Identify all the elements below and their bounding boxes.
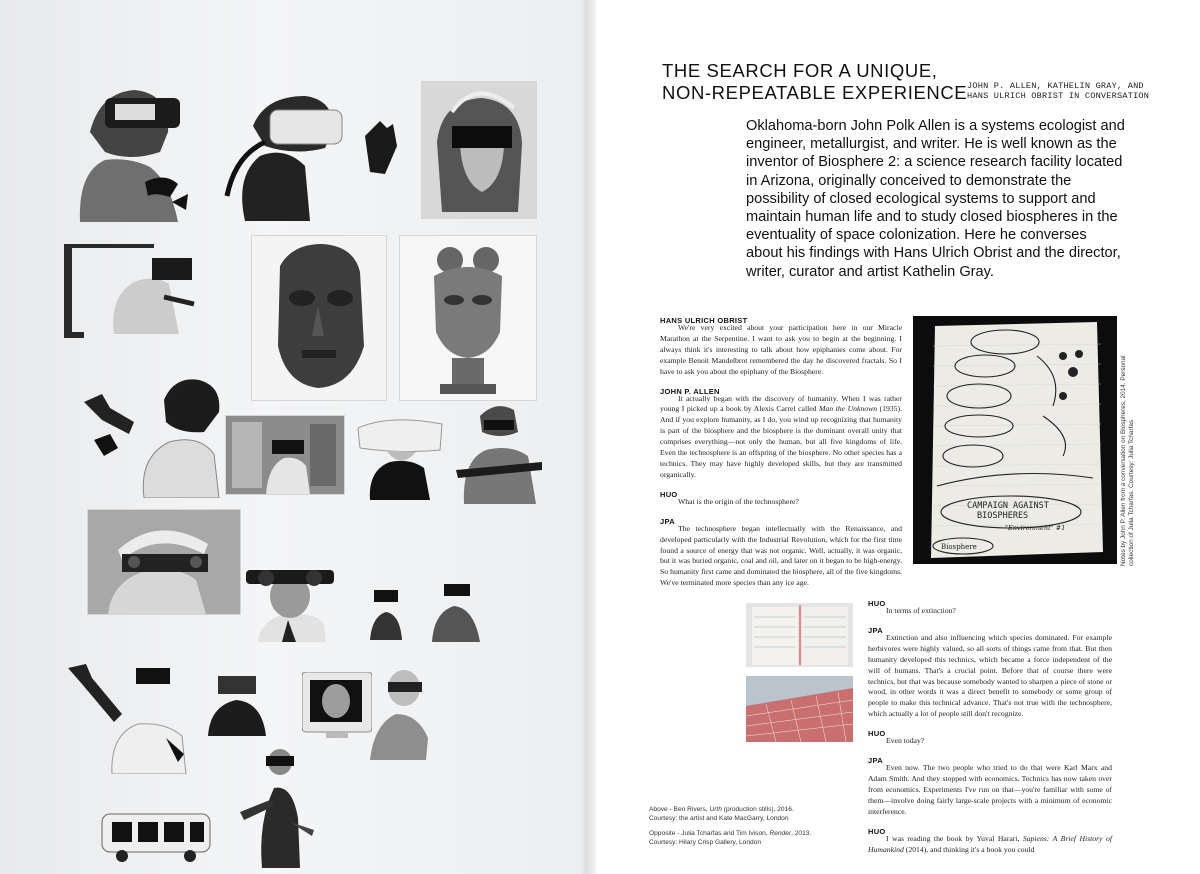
intro-paragraph: Oklahoma-born John Polk Allen is a systems ecologist and engineer, metallurgist, and writer. He is well known as the inventor of Biosphere 2: a science research facility located in Arizona, originally conceived to demonstrate the possibility of closed ecological systems to support and maintain human life and to study closed biospheres in the eventuality of space colonization. Here he converses about his findings with Hans Ulrich Obrist and the director, writer, curator and artist Kathelin Gray. xyxy=(746,118,1125,280)
caption-opposite-line-2: Courtesy: Hilary Crisp Gallery, London xyxy=(649,838,762,846)
book-title: Man the Unknown xyxy=(819,404,878,414)
photo-woman-headset-closeup xyxy=(204,666,270,736)
photo-woman-vr-headset-gloves xyxy=(60,72,190,222)
paragraph-text: Even now. The two people who tried to do that were Karl Marx and Adam Smith. And they stopped with economics. Technics has now taken over from economics. Experiments I've run on that—you're familiar with some of them—involve doing fairly large-scale projects with a minimum of economic interference. xyxy=(868,763,1112,816)
speaker-label: JPA xyxy=(660,516,675,526)
sketch-caption xyxy=(1120,330,1135,566)
caption-opposite-line-1 xyxy=(649,830,811,839)
photo-man-white-headset-reaching xyxy=(205,86,410,221)
speaker-label: JPA xyxy=(868,625,883,635)
photo-seated-figure-headset xyxy=(430,576,482,642)
photo-carved-mask-head xyxy=(252,236,386,400)
photo-soldier-with-rifle xyxy=(456,400,542,504)
interview-paragraph xyxy=(660,388,902,481)
caption-opposite xyxy=(649,830,811,847)
paragraph-text: Extinction and also influencing which species dominated. For example herbivores were highly valued, so all sorts of things came from that. But then humanity developed this technics, which became a force independent of the will of humans. That's a crucial point. Before that of course there were technics, but that was because somebody wanted to sharpen a piece of stone or wood, in other words it was a direct benefit to somebody or some group of people to make this technical advance. That's not true with the technosphere, which actually a lot of people still don't recognize. xyxy=(868,632,1112,719)
interview-paragraph xyxy=(868,600,1112,617)
speaker-label: JPA xyxy=(868,756,883,766)
photo-lab-headset-machine xyxy=(226,416,344,494)
caption-work-title: Render xyxy=(769,830,792,837)
book-title: Sapiens: A Brief History of Humankind xyxy=(868,833,1112,854)
caption-text: (production stills), 2016. xyxy=(721,806,794,813)
photo-figure-holding-monitor xyxy=(366,668,432,760)
byline-line-1: JOHN P. ALLEN, KATHELIN GRAY, AND xyxy=(967,81,1144,91)
interview-paragraph xyxy=(660,317,902,378)
left-page-collage xyxy=(0,0,588,874)
sketch-caption-line-2: collection of Julia Tcharfas. Courtesy: Julia Tcharfas xyxy=(1128,419,1135,566)
photo-man-binocular-headset xyxy=(236,554,342,642)
interview-paragraph xyxy=(868,757,1112,818)
paragraph-text: We're very excited about your participation here in our Miracle Marathon at the Serpentine. I want to ask you to begin at the beginning. I always think it's interesting to talk about how epiphanies come about. For example Benoit Mandelbrot remembered the day he discovered fractals. So I have to ask you about the epiphany of the Biosphere. xyxy=(660,323,902,376)
photo-white-vehicle xyxy=(98,800,214,864)
interview-column-2 xyxy=(868,600,1112,865)
speaker-label: HUO xyxy=(868,729,886,739)
paragraph-text: In terms of extinction? xyxy=(886,606,956,615)
interview-paragraph xyxy=(660,491,902,508)
photo-ceramic-head-sculpture xyxy=(400,236,536,400)
interview-paragraph xyxy=(868,828,1112,856)
photo-woman-white-visor xyxy=(350,410,450,500)
caption-above xyxy=(649,806,794,823)
photo-man-waving-headset xyxy=(62,654,202,774)
speaker-label: JOHN P. ALLEN xyxy=(660,386,720,396)
article-title-line-2: NON-REPEATABLE EXPERIENCE xyxy=(662,82,968,103)
photo-woman-dancing-headset xyxy=(240,748,314,868)
byline-line-2: HANS ULRICH OBRIST IN CONVERSATION xyxy=(967,91,1150,101)
sketch-caption-line-1: Notes by John P. Allen from a conversation on Biospheres, 2014. Personal xyxy=(1120,355,1127,566)
speaker-label: HANS ULRICH OBRIST xyxy=(660,316,748,325)
paragraph-text: Even today? xyxy=(886,736,925,746)
right-page-article xyxy=(596,0,1200,874)
photo-head-mounted-display-1960s xyxy=(88,510,240,614)
photo-woman-boom-arm-headset xyxy=(64,242,206,338)
caption-text: , 2013. xyxy=(791,830,812,837)
caption-above-line-1 xyxy=(649,806,794,815)
photo-notebook-pages xyxy=(746,603,853,667)
photo-small-figure-headset xyxy=(366,582,406,640)
photo-woman-wire-headset xyxy=(422,82,536,218)
sketch-word-campaign-2: BIOSPHERES xyxy=(977,511,1029,521)
paragraph-text: What is the origin of the technosphere? xyxy=(678,496,799,506)
paragraph-text: I was reading the book by Yuval Harari, xyxy=(886,833,1023,843)
sketch-word-environment: "Environment" #1 xyxy=(1005,524,1066,532)
paragraph-text: The technosphere began intellectually with the Renaissance, and developed particularly with the Industrial Revolution, which for the first time found a source of energy that was not organic. Well, actually, it was organic, but it was buried organic, coal and oil, and later on it began to be high-energy. So humanity first came and dominated the biosphere, all of the five kingdoms. We've terminated more species than any ice age. xyxy=(660,523,902,588)
paragraph-text: It actually began with the discovery of humanity. When I was rather young I picked up a book by Alexis Carrel called xyxy=(660,393,902,414)
caption-text: Above - Ben Rivers, xyxy=(649,806,710,813)
photo-handwritten-notes xyxy=(913,316,1117,564)
interview-paragraph xyxy=(868,627,1112,720)
photo-crt-monitor-face xyxy=(302,672,372,738)
speaker-label: HUO xyxy=(868,599,886,608)
caption-work-title: Urth xyxy=(709,806,722,813)
speaker-label: HUO xyxy=(660,489,678,499)
caption-above-line-2: Courtesy: the artist and Kate MacGarry, London xyxy=(649,814,789,822)
article-title-line-1: THE SEARCH FOR A UNIQUE, xyxy=(662,60,938,81)
speaker-label: HUO xyxy=(868,826,886,836)
caption-text: Opposite - Julia Tcharfas and Tim Ivison, xyxy=(649,830,770,837)
interview-column-1 xyxy=(660,317,902,599)
interview-paragraph xyxy=(868,730,1112,747)
sketch-word-biospheres: Biosphere xyxy=(941,543,977,551)
paragraph-text: (2014), and thinking it's a book you could xyxy=(903,844,1035,854)
paragraph-text: (1935). And if you explore humanity, as I do, you wind up recognizing that humanity is part of the biosphere and the biosphere is the dominant overall unity that comprises everything—not only the human, but all five kingdoms of life. Even the technosphere is an offspring of the biosphere. No other species has a technics. They may have highly developed skills, but they are transmitted organically. xyxy=(660,404,903,479)
interview-paragraph xyxy=(660,518,902,589)
photo-render-grid-building xyxy=(746,676,853,742)
sketch-word-campaign-1: CAMPAIGN AGAINST xyxy=(967,501,1049,511)
photo-man-helmet-gloves xyxy=(74,372,222,498)
